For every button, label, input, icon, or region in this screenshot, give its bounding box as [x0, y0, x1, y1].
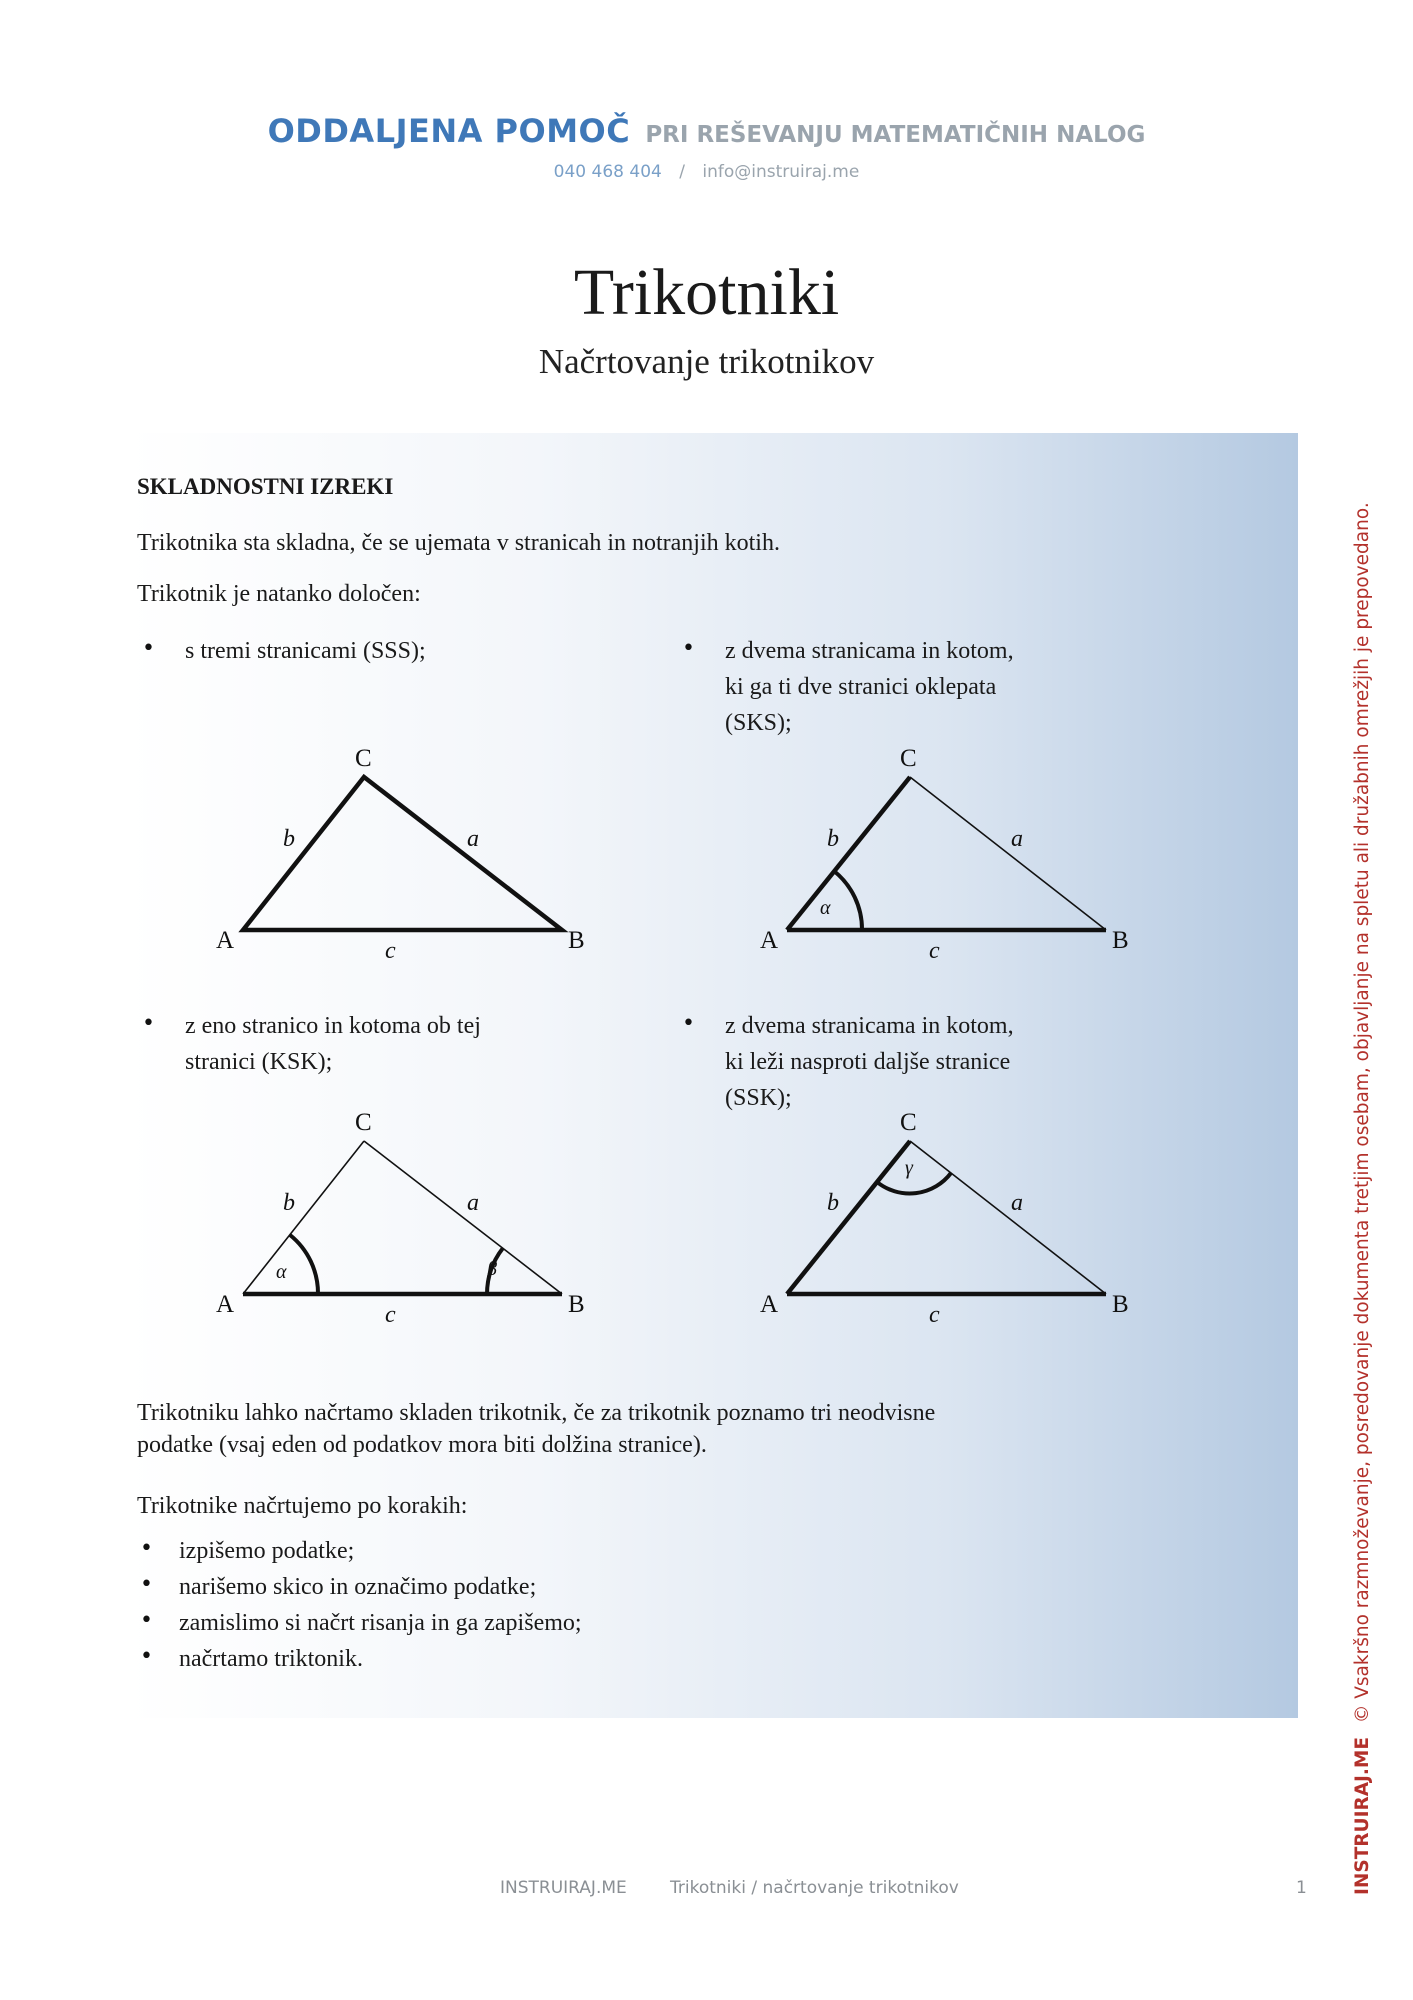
vertex-a-label: A [760, 1291, 779, 1318]
bullet-marker: • [140, 1572, 153, 1597]
side-a-label: a [1011, 826, 1023, 852]
copyright-sidebar [1352, 502, 1373, 1895]
angle-gamma-label: γ [905, 1157, 913, 1179]
vertex-c-label: C [355, 745, 372, 772]
side-b-label: b [283, 1190, 295, 1216]
case-sss-text: s tremi stranicami (SSS); [185, 638, 426, 664]
case-ssk-line-2: ki leži nasproti daljše stranice [725, 1049, 1011, 1075]
bullet-marker: • [140, 1644, 153, 1669]
case-ksk-line-1: z eno stranico in kotoma ob tej [185, 1013, 481, 1039]
side-b-label: b [827, 826, 839, 852]
page-title: Trikotniki [573, 256, 840, 329]
bullet-marker: • [140, 1536, 153, 1561]
step-item: izpišemo podatke; [179, 1538, 355, 1564]
intro-text-1: Trikotnika sta skladna, če se ujemata v stranicah in notranjih kotih. [137, 530, 780, 556]
header-phone[interactable]: 040 468 404 [553, 162, 662, 182]
vertex-b-label: B [568, 927, 585, 954]
step-item: zamislimo si načrt risanja in ga zapišemo; [179, 1610, 582, 1636]
bullet-marker: • [682, 636, 695, 661]
paragraph-line-1: Trikotniku lahko načrtamo skladen trikotnik, če za trikotnik poznamo tri neodvisne [137, 1400, 936, 1426]
sidebar-brand: INSTRUIRAJ.ME [1352, 1737, 1373, 1895]
section-heading: SKLADNOSTNI IZREKI [137, 474, 394, 499]
case-sks-line-1: z dvema stranicama in kotom, [725, 638, 1014, 664]
case-sks-line-2: ki ga ti dve stranici oklepata [725, 674, 997, 700]
angle-alpha-label: α [820, 897, 831, 919]
vertex-c-label: C [900, 745, 917, 772]
side-c-label: c [929, 1302, 940, 1328]
side-a-label: a [467, 826, 479, 852]
vertex-b-label: B [1112, 1291, 1129, 1318]
angle-alpha-label: α [276, 1261, 287, 1283]
header-separator: / [679, 162, 685, 182]
case-ssk-line-1: z dvema stranicama in kotom, [725, 1013, 1014, 1039]
header-brand: ODDALJENA POMOČ [267, 112, 631, 150]
side-a-label: a [1011, 1190, 1023, 1216]
vertex-a-label: A [216, 927, 235, 954]
page-number: 1 [1296, 1878, 1307, 1898]
case-ssk-line-3: (SSK); [725, 1085, 792, 1111]
vertex-b-label: B [1112, 927, 1129, 954]
footer-brand[interactable]: INSTRUIRAJ.ME [500, 1878, 627, 1898]
side-b-label: b [283, 826, 295, 852]
vertex-c-label: C [900, 1109, 917, 1136]
footer-doc-title: Trikotniki / načrtovanje trikotnikov [670, 1878, 959, 1898]
case-sks-line-3: (SKS); [725, 710, 792, 736]
sidebar-notice: © Vsakršno razmnoževanje, posredovanje dokumenta tretjim osebam, objavljanje na spletu ali družabnih omrežjih je prepovedano. [1352, 502, 1373, 1724]
case-ksk-line-2: stranici (KSK); [185, 1049, 333, 1075]
bullet-marker: • [142, 1011, 155, 1036]
bullet-marker: • [142, 636, 155, 661]
side-c-label: c [385, 1302, 396, 1328]
header-email[interactable]: info@instruiraj.me [702, 162, 860, 182]
vertex-a-label: A [216, 1291, 235, 1318]
paragraph-line-2: podatke (vsaj eden od podatkov mora biti dolžina stranice). [137, 1432, 707, 1458]
bullet-marker: • [682, 1011, 695, 1036]
step-item: načrtamo triktonik. [179, 1646, 363, 1672]
vertex-b-label: B [568, 1291, 585, 1318]
header-tagline: PRI REŠEVANJU MATEMATIČNIH NALOG [645, 122, 1146, 148]
steps-intro: Trikotnike načrtujemo po korakih: [137, 1493, 468, 1519]
step-item: narišemo skico in označimo podatke; [179, 1574, 537, 1600]
side-a-label: a [467, 1190, 479, 1216]
angle-beta-label: β [487, 1258, 497, 1280]
side-c-label: c [385, 938, 396, 964]
bullet-marker: • [140, 1608, 153, 1633]
intro-text-2: Trikotnik je natanko določen: [137, 581, 421, 607]
vertex-a-label: A [760, 927, 779, 954]
side-b-label: b [827, 1190, 839, 1216]
vertex-c-label: C [355, 1109, 372, 1136]
side-c-label: c [929, 938, 940, 964]
page-subtitle: Načrtovanje trikotnikov [538, 342, 875, 381]
